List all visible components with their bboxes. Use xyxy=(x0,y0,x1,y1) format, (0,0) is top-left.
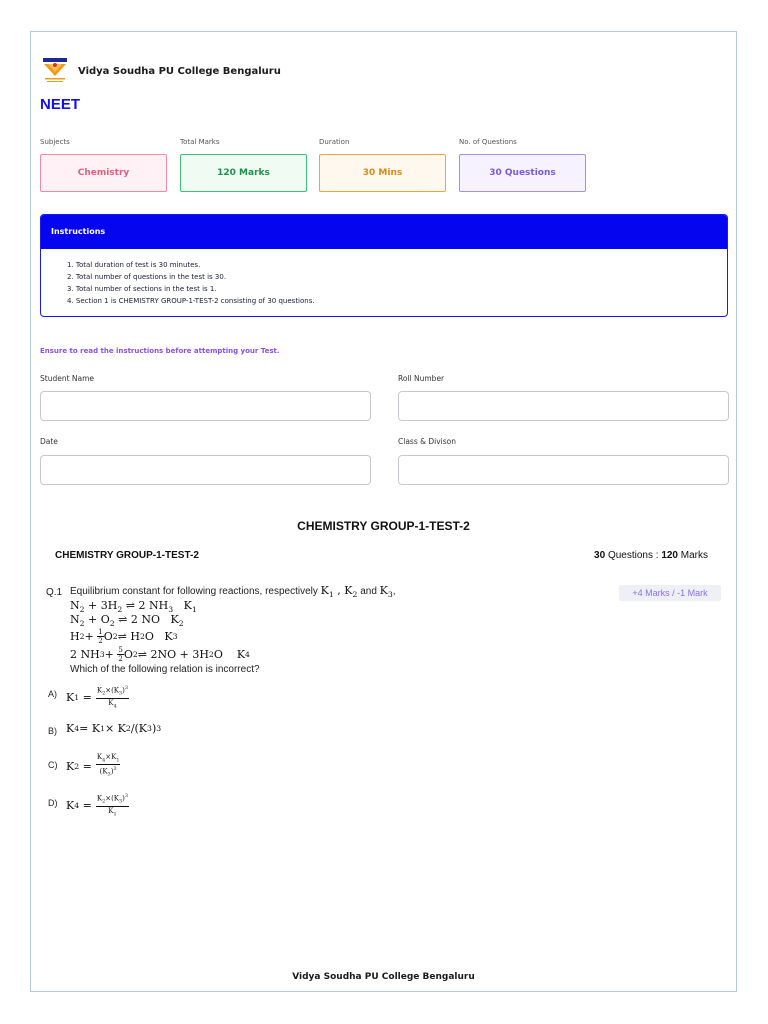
read-instructions-notice: Ensure to read the instructions before attempting your Test. xyxy=(40,347,280,355)
option-c-label[interactable]: C) xyxy=(48,760,58,770)
reaction-1: $N_2 + 3H_2$ ⇌ 2 $NH_3$ $K_1$ xyxy=(70,599,197,615)
total-marks-label: Total Marks xyxy=(180,138,220,146)
college-logo-icon xyxy=(40,56,70,86)
option-b-formula: K 4 = K 1 × K 2 /(K 3 ) 3 xyxy=(66,722,162,735)
option-b-label[interactable]: B) xyxy=(48,726,57,736)
date-label: Date xyxy=(40,437,58,446)
subjects-label: Subjects xyxy=(40,138,70,146)
marks-badge: +4 Marks / -1 Mark xyxy=(619,585,721,601)
option-d-formula: K 4 = $\frac{K_2\times(K_3)^3}{K_1}$ xyxy=(66,793,129,818)
roll-number-field[interactable] xyxy=(398,391,729,421)
roll-number-label: Roll Number xyxy=(398,374,445,383)
date-field[interactable] xyxy=(40,455,371,485)
option-c-formula: K 2 = $\frac{K_4\times K_1}{(K_3)^3}$ xyxy=(66,753,120,779)
class-division-field[interactable] xyxy=(398,455,729,485)
reaction-4: 2 NH 3 + $\frac{5}{2}$ O 2 ⇌ 2NO + 3H 2 O K 4 xyxy=(70,646,250,663)
subject-badge: Chemistry xyxy=(40,154,167,192)
exam-title: NEET xyxy=(40,96,81,113)
section-summary xyxy=(594,550,708,561)
student-name-field[interactable] xyxy=(40,391,371,421)
question-intro: Equilibrium constant for following reactions, respectively $K_1$ , $K_2$ and $K_3$, xyxy=(70,584,396,600)
total-marks-badge: 120 Marks xyxy=(180,154,307,192)
questions-badge: 30 Questions xyxy=(459,154,586,192)
reaction-3: H 2 + $\frac{1}{2}$ O 2 ⇌ H 2 O K 3 xyxy=(70,628,178,645)
question-number: Q.1 xyxy=(46,587,63,598)
section-subtitle: CHEMISTRY GROUP-1-TEST-2 xyxy=(55,550,199,561)
instruction-item: 3. Total number of sections in the test is 1. xyxy=(67,285,217,293)
marks-count: 120 xyxy=(661,550,678,561)
questions-word: Questions : xyxy=(605,550,662,561)
instructions-list xyxy=(41,249,727,307)
footer-college-name: Vidya Soudha PU College Bengaluru xyxy=(292,972,475,982)
duration-badge: 30 Mins xyxy=(319,154,446,192)
questions-count: 30 xyxy=(594,550,606,561)
option-a-label[interactable]: A) xyxy=(48,689,57,699)
instructions-heading: Instructions xyxy=(41,215,727,249)
instruction-item: 4. Section 1 is CHEMISTRY GROUP-1-TEST-2 consisting of 30 questions. xyxy=(67,297,315,305)
marks-word: Marks xyxy=(678,550,708,561)
student-name-label: Student Name xyxy=(40,374,95,383)
question-prompt: Which of the following relation is incorrect? xyxy=(70,664,260,675)
college-header xyxy=(40,56,281,86)
option-a-formula: K 1 = $\frac{K_2\times(K_3)^3}{K_4}$ xyxy=(66,685,129,710)
college-name: Vidya Soudha PU College Bengaluru xyxy=(78,65,281,77)
section-title: CHEMISTRY GROUP-1-TEST-2 xyxy=(297,519,470,533)
question-paper-page xyxy=(30,31,737,992)
instruction-item: 1. Total duration of test is 30 minutes. xyxy=(67,261,201,269)
option-d-label[interactable]: D) xyxy=(48,798,58,808)
reaction-2: $N_2 + O_2$ ⇌ 2 NO $K_2$ xyxy=(70,613,184,629)
duration-label: Duration xyxy=(319,138,350,146)
class-division-label: Class & Divison xyxy=(398,437,456,446)
questions-label: No. of Questions xyxy=(459,138,517,146)
instruction-item: 2. Total number of questions in the test is 30. xyxy=(67,273,227,281)
instructions-panel xyxy=(40,214,728,317)
